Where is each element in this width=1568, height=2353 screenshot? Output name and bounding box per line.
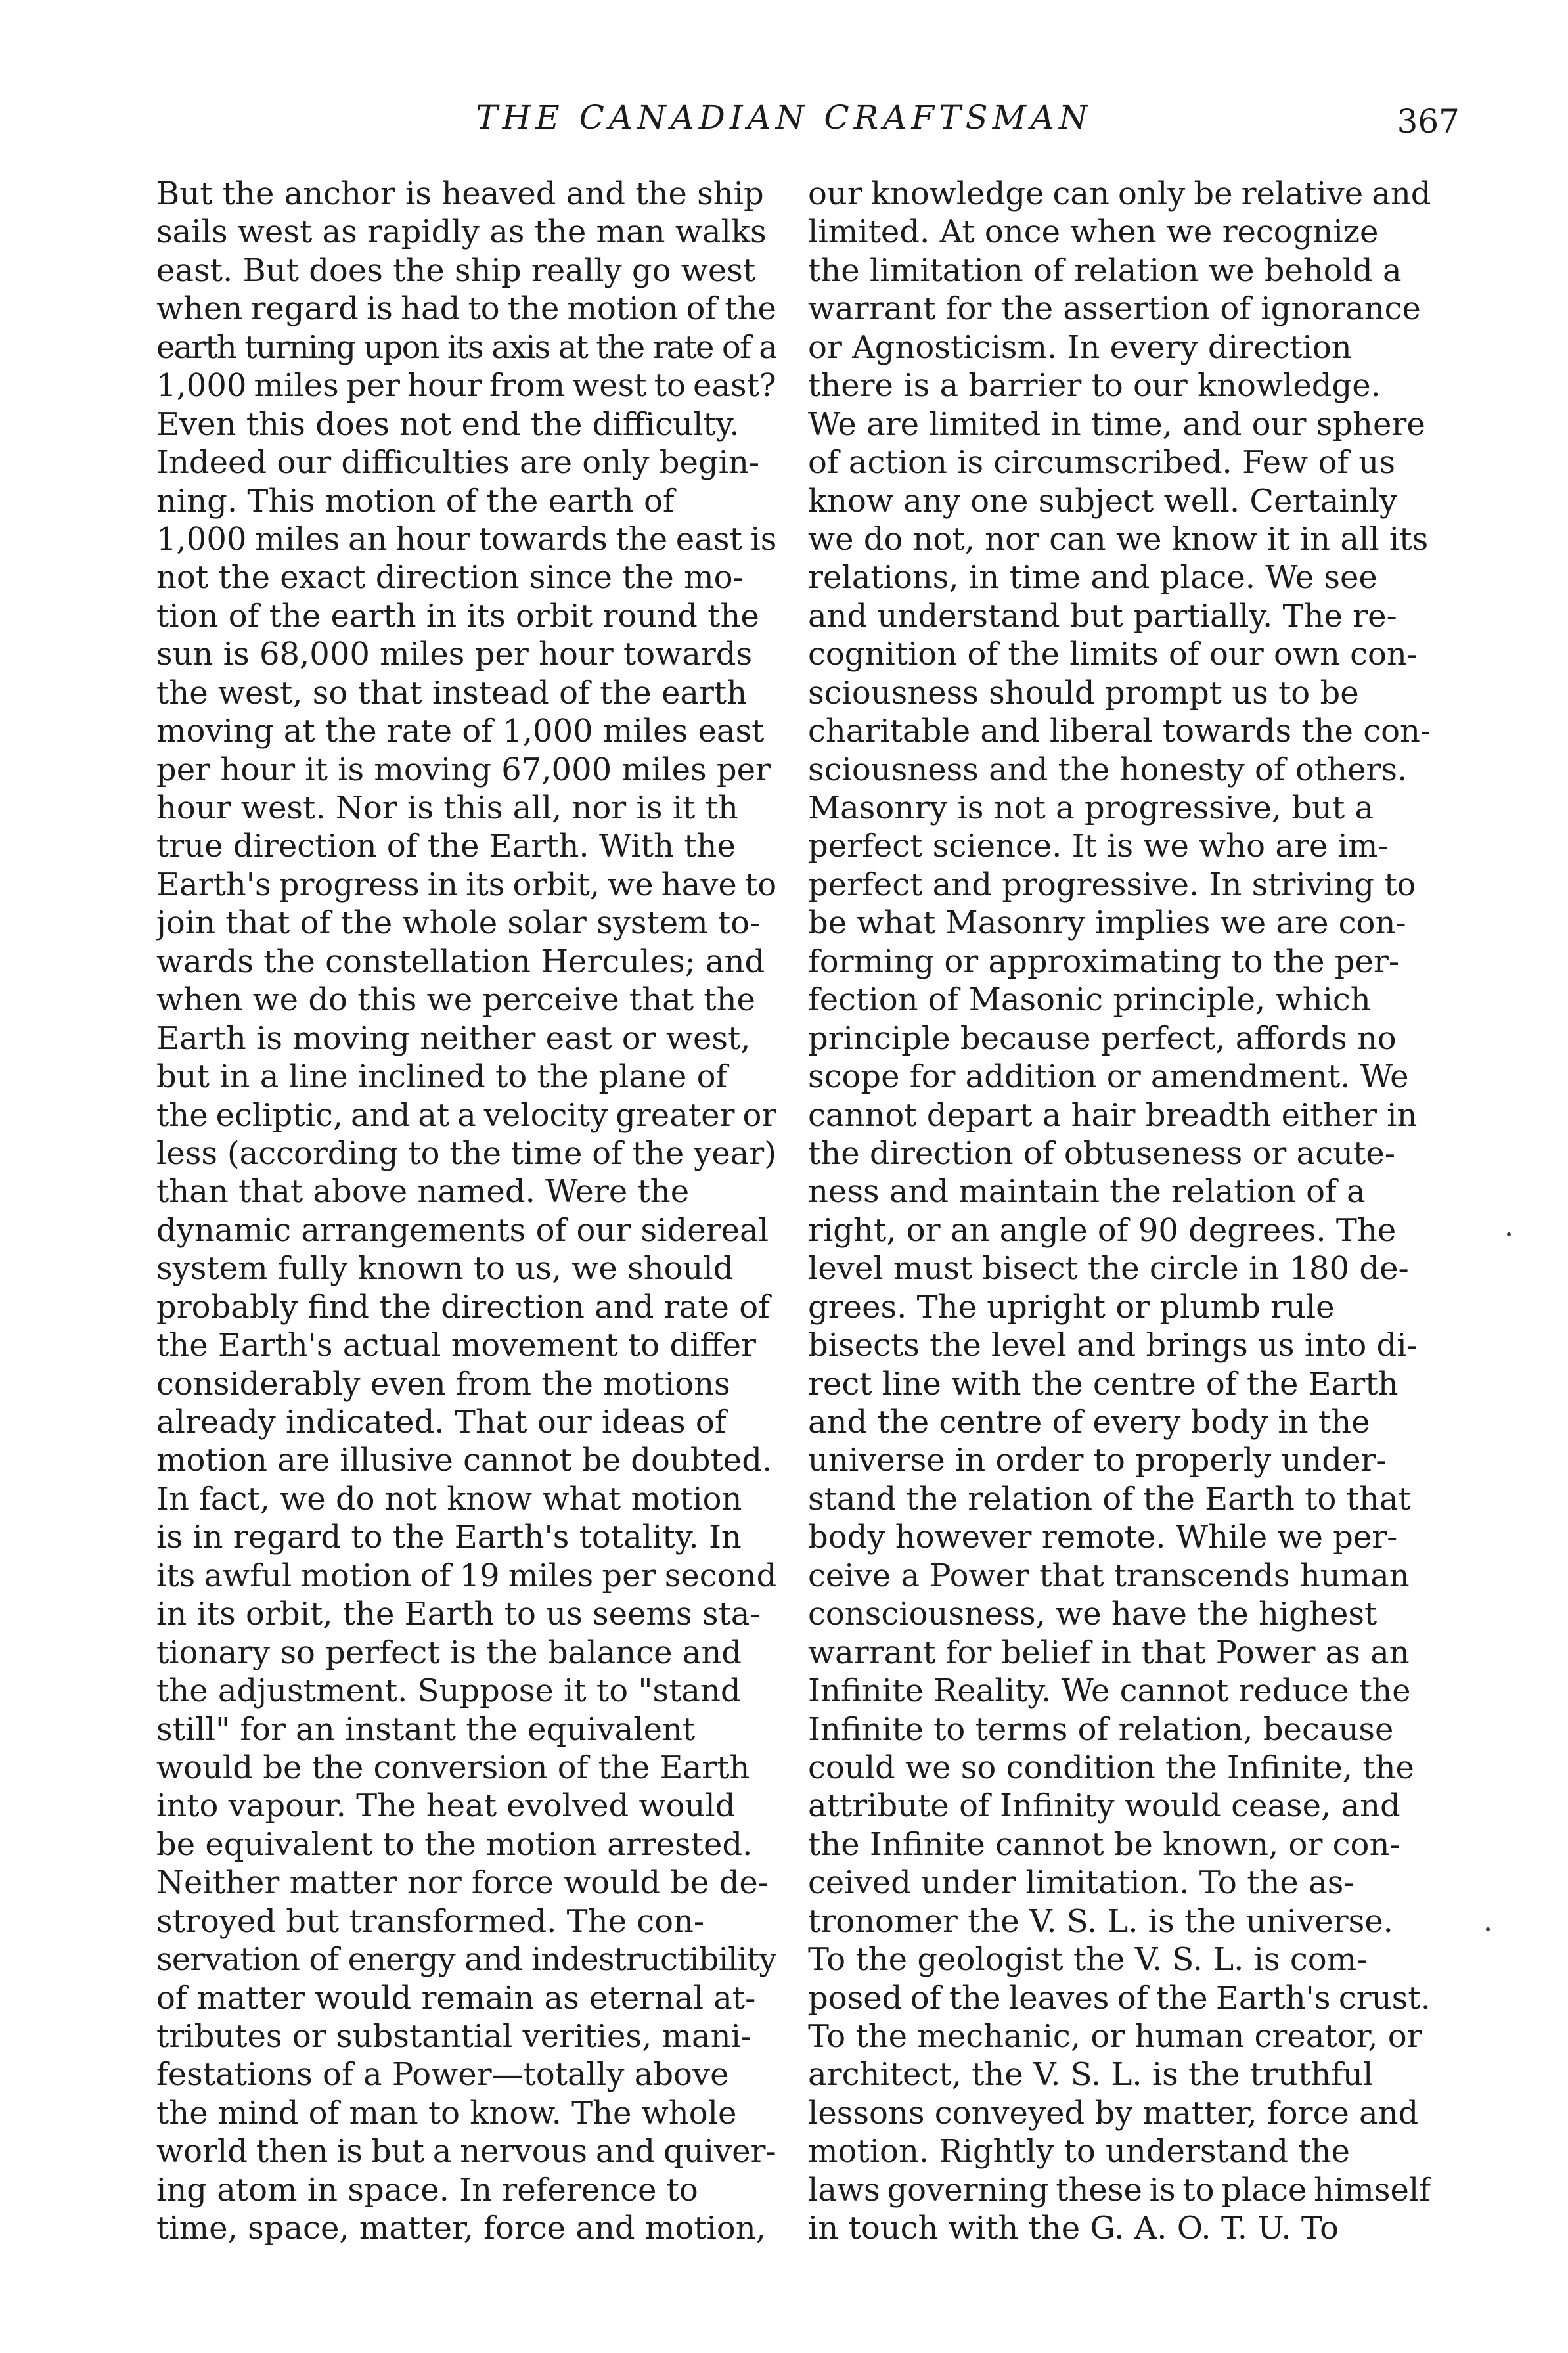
- text-line: charitable and liberal towards the con-: [808, 713, 1431, 750]
- text-line: considerably even from the motions: [156, 1365, 730, 1402]
- text-line: principle because perfect, affords no: [808, 1020, 1397, 1057]
- text-line: moving at the rate of 1,000 miles east: [156, 713, 765, 750]
- text-line: the Infinite cannot be known, or con-: [808, 1826, 1400, 1863]
- text-line: but in a line inclined to the plane of: [156, 1058, 728, 1096]
- text-line: in touch with the G. A. O. T. U. To: [808, 2210, 1339, 2247]
- right-column: [808, 175, 1431, 2248]
- running-title: THE CANADIAN CRAFTSMAN: [476, 99, 1092, 137]
- text-line: of matter would remain as eternal at-: [156, 1979, 756, 2017]
- text-line: attribute of Infinity would cease, and: [808, 1787, 1400, 1825]
- text-line: than that above named. Were the: [156, 1173, 690, 1211]
- text-line: the Earth's actual movement to differ: [156, 1327, 756, 1364]
- text-line: fection of Masonic principle, which: [808, 981, 1371, 1019]
- text-line: be equivalent to the motion arrested.: [156, 1826, 753, 1863]
- text-line: festations of a Power—totally above: [156, 2056, 729, 2094]
- text-line: ning. This motion of the earth of: [156, 482, 675, 520]
- text-line: But the anchor is heaved and the ship: [156, 175, 764, 212]
- text-line: relations, in time and place. We see: [808, 559, 1378, 596]
- text-line: ness and maintain the relation of a: [808, 1173, 1366, 1211]
- text-line: warrant for belief in that Power as an: [808, 1634, 1410, 1671]
- text-line: motion. Rightly to understand the: [808, 2133, 1350, 2170]
- text-line: system fully known to us, we should: [156, 1250, 734, 1288]
- text-line: east. But does the ship really go west: [156, 252, 756, 289]
- text-line: dynamic arrangements of our sidereal: [156, 1211, 769, 1249]
- text-line: the direction of obtuseness or acute-: [808, 1134, 1395, 1172]
- text-line: motion are illusive cannot be doubted.: [156, 1442, 773, 1479]
- text-line: the west, so that instead of the earth: [156, 674, 748, 711]
- text-line: when we do this we perceive that the: [156, 981, 755, 1019]
- text-line: earth turning upon its axis at the rate of a: [156, 328, 776, 366]
- text-line: less (according to the time of the year): [156, 1134, 776, 1172]
- text-line: our knowledge can only be relative and: [808, 175, 1431, 212]
- text-line: we do not, nor can we know it in all its: [808, 520, 1429, 558]
- text-line: cannot depart a hair breadth either in: [808, 1096, 1418, 1134]
- text-line: when regard is had to the motion of the: [156, 290, 776, 328]
- text-line: consciousness, we have the highest: [808, 1596, 1378, 1633]
- text-line: ing atom in space. In reference to: [156, 2171, 698, 2208]
- text-line: right, or an angle of 90 degrees. The: [808, 1211, 1397, 1249]
- text-line: the mind of man to know. The whole: [156, 2094, 737, 2132]
- text-line: would be the conversion of the Earth: [156, 1749, 750, 1786]
- text-line: world then is but a nervous and quiver-: [156, 2133, 776, 2170]
- text-line: is in regard to the Earth's totality. In: [156, 1519, 742, 1556]
- page-number: 367: [1397, 102, 1460, 141]
- text-line: sciousness and the honesty of others.: [808, 751, 1408, 788]
- text-line: warrant for the assertion of ignorance: [808, 290, 1421, 328]
- text-line: Indeed our difficulties are only begin-: [156, 444, 760, 482]
- text-line: the adjustment. Suppose it to "stand: [156, 1672, 741, 1710]
- text-line: perfect and progressive. In striving to: [808, 866, 1416, 903]
- text-line: could we so condition the Infinite, the: [808, 1749, 1414, 1786]
- text-line: sciousness should prompt us to be: [808, 674, 1359, 711]
- text-line: be what Masonry implies we are con-: [808, 905, 1406, 942]
- text-line: level must bisect the circle in 180 de-: [808, 1250, 1409, 1288]
- text-line: forming or approximating to the per-: [808, 943, 1400, 980]
- text-line: wards the constellation Hercules; and: [156, 943, 765, 980]
- text-line: true direction of the Earth. With the: [156, 828, 736, 865]
- text-line: tionary so perfect is the balance and: [156, 1634, 742, 1671]
- text-line: To the mechanic, or human creator, or: [808, 2018, 1422, 2055]
- text-line: and understand but partially. The re-: [808, 597, 1397, 635]
- text-line: and the centre of every body in the: [808, 1404, 1370, 1441]
- text-line: bisects the level and brings us into di-: [808, 1327, 1418, 1364]
- text-line: sails west as rapidly as the man walks: [156, 213, 767, 251]
- text-line: tion of the earth in its orbit round the: [156, 597, 759, 635]
- text-line: Earth is moving neither east or west,: [156, 1020, 751, 1057]
- text-line: Masonry is not a progressive, but a: [808, 790, 1374, 826]
- text-line: still" for an instant the equivalent: [156, 1711, 696, 1748]
- text-line: or Agnosticism. In every direction: [808, 328, 1352, 366]
- text-line: servation of energy and indestructibility: [156, 1941, 776, 1979]
- text-line: into vapour. The heat evolved would: [156, 1787, 736, 1825]
- text-line: the limitation of relation we behold a: [808, 252, 1402, 289]
- text-line: hour west. Nor is this all, nor is it th: [156, 790, 738, 826]
- text-line: grees. The upright or plumb rule: [808, 1288, 1335, 1326]
- text-line: Neither matter nor force would be de-: [156, 1864, 769, 1902]
- text-line: ceived under limitation. To the as-: [808, 1864, 1355, 1902]
- text-line: We are limited in time, and our sphere: [808, 405, 1425, 443]
- text-line: sun is 68,000 miles per hour towards: [156, 636, 753, 673]
- text-line: know any one subject well. Certainly: [808, 482, 1398, 520]
- text-line: posed of the leaves of the Earth's crust.: [808, 1979, 1431, 2017]
- text-line: Even this does not end the difficulty.: [156, 405, 740, 443]
- left-column: [156, 175, 776, 2248]
- text-line: Earth's progress in its orbit, we have to: [156, 866, 776, 903]
- text-line: 1,000 miles an hour towards the east is: [156, 520, 776, 558]
- text-line: tributes or substantial verities, mani-: [156, 2018, 752, 2055]
- text-line: stroyed but transformed. The con-: [156, 1902, 705, 1940]
- text-line: time, space, matter, force and motion,: [156, 2210, 766, 2247]
- text-line: laws governing these is to place himself: [808, 2171, 1431, 2208]
- text-line: architect, the V. S. L. is the truthful: [808, 2056, 1374, 2094]
- text-line: Infinite Reality. We cannot reduce the: [808, 1672, 1411, 1710]
- text-line: in its orbit, the Earth to us seems sta-: [156, 1596, 761, 1633]
- text-line: per hour it is moving 67,000 miles per: [156, 751, 771, 788]
- text-line: there is a barrier to our knowledge.: [808, 367, 1381, 405]
- text-line: stand the relation of the Earth to that: [808, 1480, 1411, 1517]
- text-line: probably find the direction and rate of: [156, 1288, 770, 1326]
- text-line: join that of the whole solar system to-: [156, 905, 761, 942]
- text-line: tronomer the V. S. L. is the universe.: [808, 1902, 1393, 1940]
- ink-speck: [1486, 1927, 1490, 1931]
- text-line: ceive a Power that transcends human: [808, 1557, 1410, 1594]
- text-line: its awful motion of 19 miles per second: [156, 1557, 776, 1594]
- text-line: limited. At once when we recognize: [808, 213, 1379, 251]
- text-line: rect line with the centre of the Earth: [808, 1365, 1399, 1402]
- text-line: scope for addition or amendment. We: [808, 1058, 1409, 1096]
- text-line: universe in order to properly under-: [808, 1442, 1387, 1479]
- text-line: cognition of the limits of our own con-: [808, 636, 1418, 673]
- text-line: In fact, we do not know what motion: [156, 1480, 742, 1517]
- text-line: the ecliptic, and at a velocity greater or: [156, 1096, 776, 1134]
- text-line: already indicated. That our ideas of: [156, 1404, 727, 1441]
- text-line: To the geologist the V. S. L. is com-: [808, 1941, 1368, 1979]
- text-line: of action is circumscribed. Few of us: [808, 444, 1395, 482]
- ink-speck: [1507, 1232, 1511, 1236]
- text-line: perfect science. It is we who are im-: [808, 828, 1389, 865]
- text-line: not the exact direction since the mo-: [156, 559, 744, 596]
- text-line: lessons conveyed by matter, force and: [808, 2094, 1419, 2132]
- text-line: Infinite to terms of relation, because: [808, 1711, 1394, 1748]
- text-line: 1,000 miles per hour from west to east?: [156, 367, 776, 405]
- text-line: body however remote. While we per-: [808, 1519, 1398, 1556]
